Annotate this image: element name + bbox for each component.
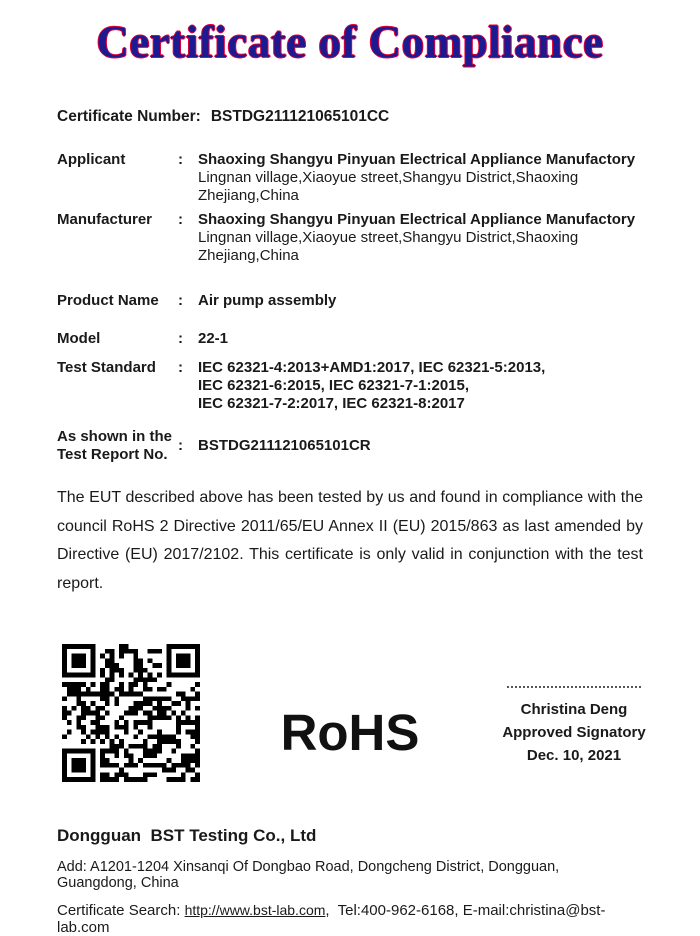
- certificate-number: [57, 108, 643, 126]
- product-name-label: Product Name: [57, 292, 159, 309]
- manufacturer-value: [198, 211, 643, 265]
- field-list: [57, 151, 643, 464]
- manufacturer-address: Lingnan village,Xiaoyue street,Shangyu District,Shaoxing Zhejiang,China: [198, 229, 579, 264]
- applicant-value: [198, 151, 643, 205]
- model-value: 22-1: [198, 330, 229, 347]
- manufacturer-name: Shaoxing Shangyu Pinyuan Electrical Appliance Manufactory: [198, 211, 636, 228]
- signature-block: [498, 686, 650, 767]
- mark-band: [57, 644, 646, 784]
- company-name: Dongguan BST Testing Co., Ltd: [57, 826, 317, 845]
- test-standard-line: IEC 62321-6:2015, IEC 62321-7-1:2015,: [198, 377, 470, 394]
- signatory-role: Approved Signatory: [502, 724, 646, 741]
- test-standard-label: Test Standard: [57, 359, 156, 376]
- certificate-search-line: [57, 902, 643, 936]
- signatory-name: Christina Deng: [520, 701, 628, 718]
- certificate-search-label: Certificate Search:: [57, 902, 181, 919]
- field-row-test-standard: [57, 359, 643, 413]
- field-row-product-name: [57, 292, 643, 310]
- colon: :: [178, 211, 183, 228]
- test-report-label-line1: As shown in the: [57, 428, 173, 445]
- signature-dotted-line: [507, 686, 641, 688]
- applicant-address: Lingnan village,Xiaoyue street,Shangyu District,Shaoxing Zhejiang,China: [198, 169, 579, 204]
- manufacturer-label: Manufacturer: [57, 211, 153, 228]
- model-label: Model: [57, 330, 101, 347]
- certificate-number-label: Certificate Number:: [57, 108, 201, 125]
- certificate-number-value: BSTDG211121065101CC: [210, 108, 390, 125]
- applicant-name: Shaoxing Shangyu Pinyuan Electrical Appliance Manufactory: [198, 151, 636, 168]
- footer: [57, 826, 643, 936]
- test-report-label-line2: Test Report No.: [57, 446, 168, 463]
- signature-date: Dec. 10, 2021: [526, 747, 622, 764]
- field-row-test-report: [57, 428, 643, 464]
- applicant-label: Applicant: [57, 151, 126, 168]
- colon: :: [178, 330, 183, 347]
- colon: :: [178, 151, 183, 168]
- compliance-statement: The EUT described above has been tested by us and found in compliance with the council RoHS 2 Directive 2011/65/EU Annex II (EU) 2015/863 as last amended by Directive (EU) 2017/2102. This certificate is only valid in conjunction with the test report.: [57, 489, 643, 592]
- rohs-mark: RoHS: [280, 704, 420, 761]
- company-address: Add: A1201-1204 Xinsanqi Of Dongbao Road, Dongcheng District, Dongguan, Guangdong, China: [57, 859, 560, 891]
- product-name-value: Air pump assembly: [198, 292, 337, 309]
- field-row-model: [57, 330, 643, 348]
- test-standard-value: [198, 359, 643, 413]
- field-row-applicant: [57, 151, 643, 205]
- field-row-manufacturer: [57, 211, 643, 265]
- test-report-label: [57, 428, 178, 464]
- test-report-value: BSTDG211121065101CR: [198, 437, 371, 454]
- test-standard-line: IEC 62321-4:2013+AMD1:2017, IEC 62321-5:2013,: [198, 359, 546, 376]
- colon: :: [178, 292, 183, 309]
- certificate-search-link[interactable]: http://www.bst-lab.com: [184, 902, 326, 918]
- footer-contact: , Tel:400-962-6168, E-mail:christina@bst-lab.com: [57, 902, 606, 936]
- page-title: Certificate of Compliance: [96, 17, 604, 67]
- test-standard-line: IEC 62321-7-2:2017, IEC 62321-8:2017: [198, 395, 465, 412]
- colon: :: [178, 437, 183, 454]
- qr-code: [62, 644, 200, 782]
- colon: :: [178, 359, 183, 376]
